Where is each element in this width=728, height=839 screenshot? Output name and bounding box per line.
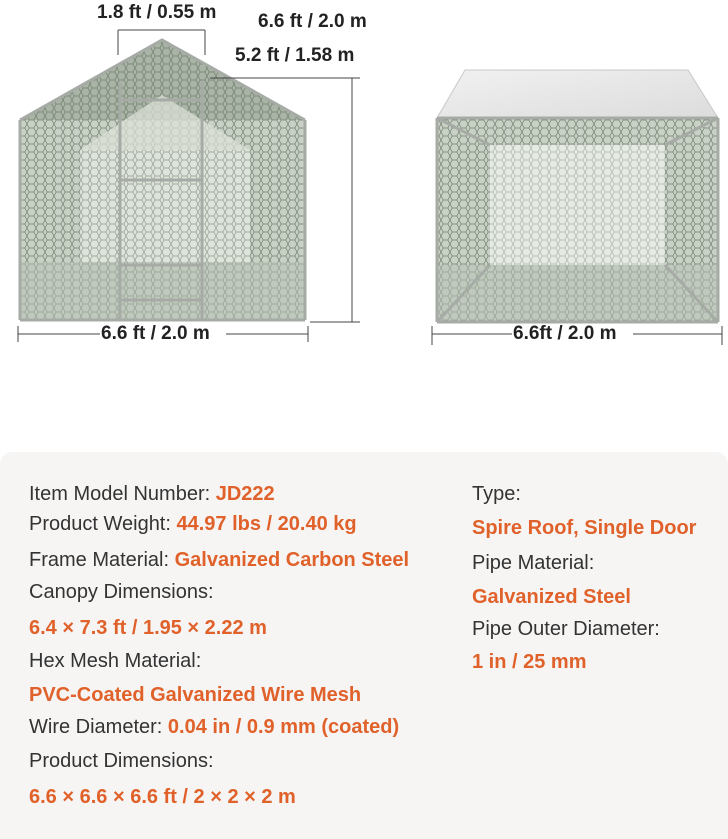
spec-pipe-material-label: Pipe Material:	[472, 552, 595, 574]
spec-weight: Product Weight: 44.97 lbs / 20.40 kg	[29, 513, 357, 535]
spec-pipe-diameter-value: 1 in / 25 mm	[472, 651, 587, 673]
height-label: 5.2 ft / 1.58 m	[235, 45, 355, 66]
top-width-label: 1.8 ft / 0.55 m	[97, 2, 217, 23]
spec-mesh-value: PVC-Coated Galvanized Wire Mesh	[29, 684, 362, 706]
spec-dimensions-value: 6.6 × 6.6 × 6.6 ft / 2 × 2 × 2 m	[29, 786, 296, 808]
spec-dimensions-label: Product Dimensions:	[29, 750, 214, 772]
front-view-coop	[20, 40, 305, 320]
spec-canopy-label: Canopy Dimensions:	[29, 581, 214, 603]
side-width-label: 6.6ft / 2.0 m	[513, 323, 617, 344]
spec-pipe-diameter-label: Pipe Outer Diameter:	[472, 618, 660, 640]
spec-pipe-material-value: Galvanized Steel	[472, 586, 631, 608]
specifications-panel	[0, 452, 728, 839]
spec-model: Item Model Number: JD222	[29, 483, 275, 505]
depth-label: 6.6 ft / 2.0 m	[258, 11, 367, 32]
spec-type-value: Spire Roof, Single Door	[472, 517, 697, 539]
side-view-coop	[437, 70, 718, 322]
spec-canopy-value: 6.4 × 7.3 ft / 1.95 × 2.22 m	[29, 617, 267, 639]
spec-wire-diameter: Wire Diameter: 0.04 in / 0.9 mm (coated)	[29, 716, 400, 738]
spec-type-label: Type:	[472, 483, 521, 505]
spec-mesh-label: Hex Mesh Material:	[29, 650, 202, 672]
front-width-label: 6.6 ft / 2.0 m	[101, 323, 210, 344]
spec-frame-material: Frame Material: Galvanized Carbon Steel	[29, 549, 410, 571]
